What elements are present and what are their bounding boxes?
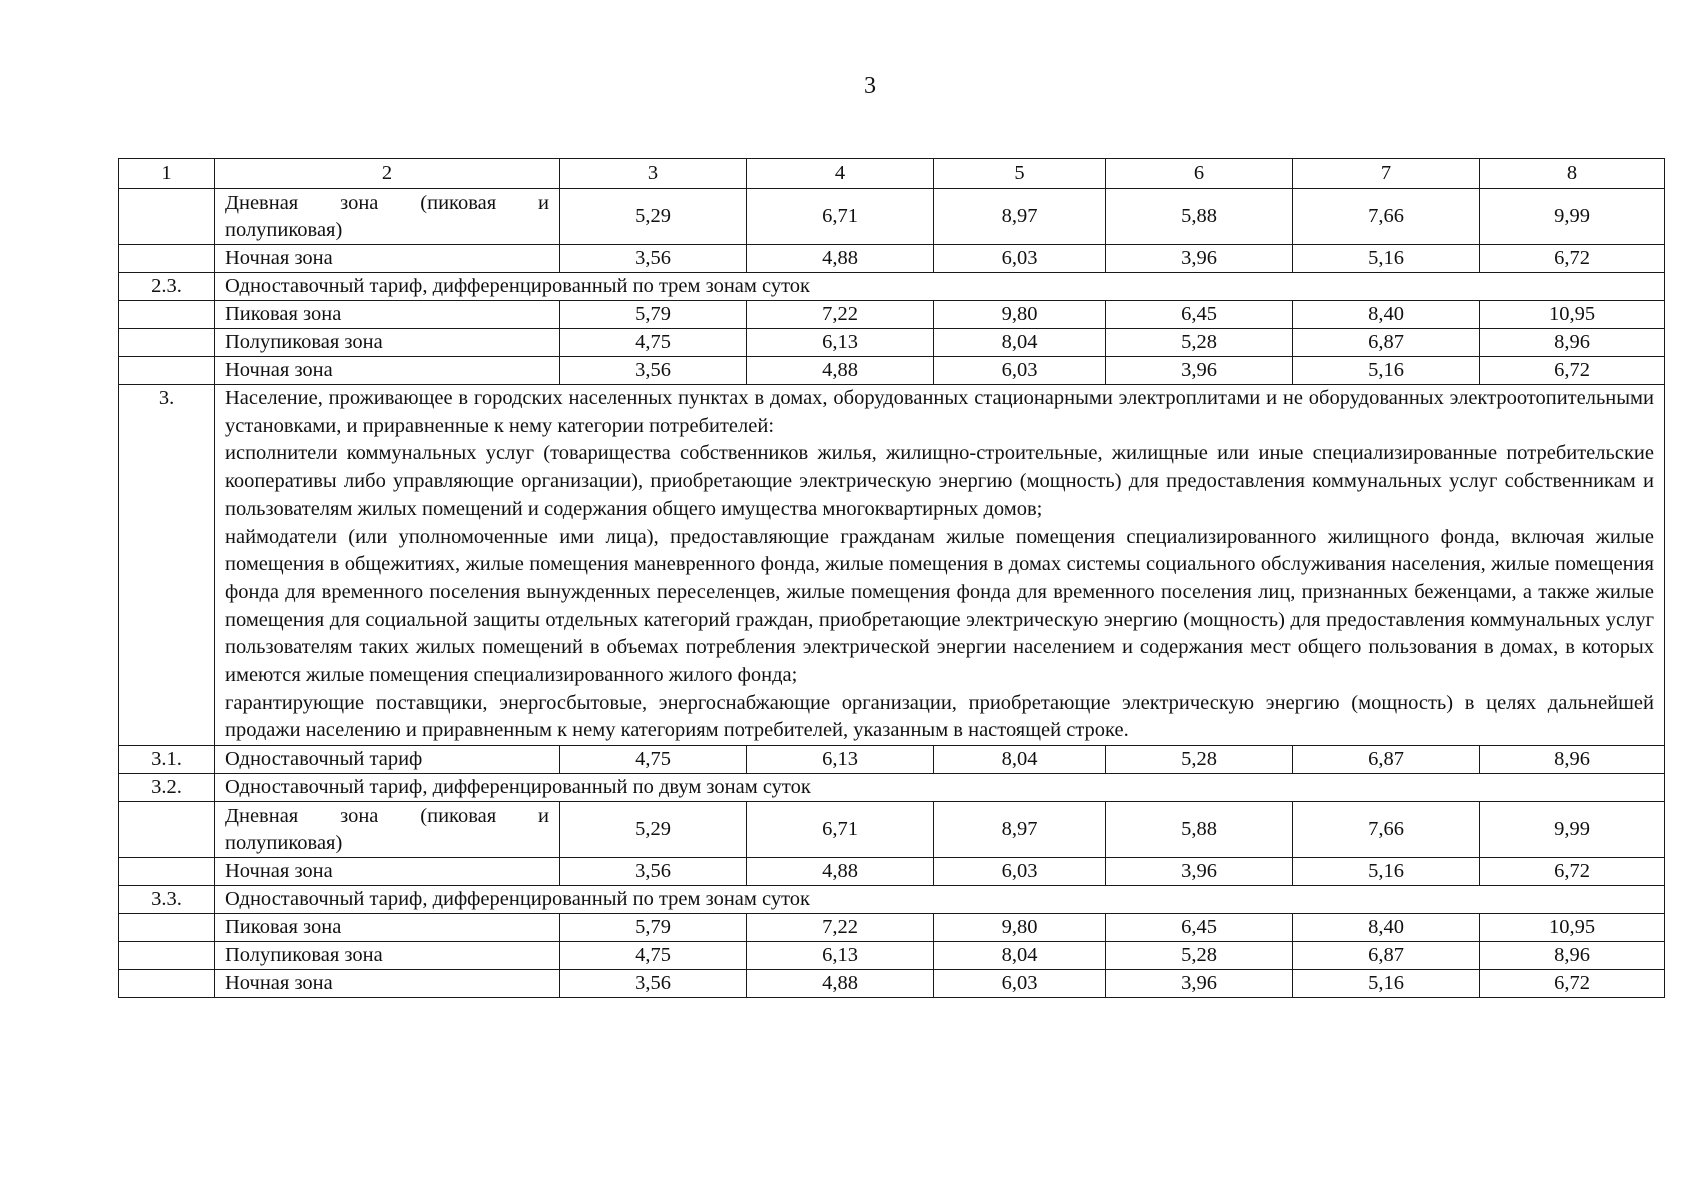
tariff-value: 6,45: [1106, 301, 1293, 329]
zone-label: Дневная зона (пиковая и полупиковая): [215, 802, 560, 858]
tariff-value: 10,95: [1480, 301, 1665, 329]
tariff-value: 4,75: [560, 329, 747, 357]
row-number: [119, 942, 215, 970]
row-number: [119, 301, 215, 329]
tariff-value: 6,71: [747, 189, 934, 245]
tariff-row: [119, 746, 1665, 774]
tariff-value: 4,88: [747, 245, 934, 273]
section-row: [119, 886, 1665, 914]
tariff-value: 5,28: [1106, 942, 1293, 970]
section-title: Одноставочный тариф, дифференцированный по двум зонам суток: [215, 774, 1665, 802]
tariff-value: 5,28: [1106, 329, 1293, 357]
tariff-value: 6,87: [1293, 942, 1480, 970]
tariff-value: 6,45: [1106, 914, 1293, 942]
column-number-6: 6: [1106, 159, 1293, 189]
tariff-value: 7,66: [1293, 189, 1480, 245]
tariff-value: 8,04: [934, 942, 1106, 970]
tariff-value: 5,16: [1293, 858, 1480, 886]
tariff-value: 4,88: [747, 357, 934, 385]
row-number: 2.3.: [119, 273, 215, 301]
tariff-value: 5,88: [1106, 189, 1293, 245]
tariff-value: 3,56: [560, 858, 747, 886]
zone-label: Полупиковая зона: [215, 329, 560, 357]
tariff-value: 6,03: [934, 245, 1106, 273]
tariff-value: 8,04: [934, 329, 1106, 357]
tariff-value: 6,13: [747, 329, 934, 357]
tariff-row: [119, 942, 1665, 970]
row-number: [119, 858, 215, 886]
column-number-8: 8: [1480, 159, 1665, 189]
row-number: 3.3.: [119, 886, 215, 914]
section-row: [119, 273, 1665, 301]
row-number: 3.2.: [119, 774, 215, 802]
tariff-value: 6,87: [1293, 329, 1480, 357]
tariff-value: 6,72: [1480, 970, 1665, 998]
tariff-value: 8,40: [1293, 301, 1480, 329]
zone-label: Дневная зона (пиковая и полупиковая): [215, 189, 560, 245]
tariff-value: 9,99: [1480, 802, 1665, 858]
row-number: 3.1.: [119, 746, 215, 774]
section-row: [119, 774, 1665, 802]
zone-label: Ночная зона: [215, 245, 560, 273]
zone-label: Пиковая зона: [215, 301, 560, 329]
tariff-value: 6,13: [747, 942, 934, 970]
tariff-value: 9,80: [934, 914, 1106, 942]
tariff-row: [119, 329, 1665, 357]
category-description-row: [119, 385, 1665, 746]
tariff-row: [119, 858, 1665, 886]
tariff-value: 4,88: [747, 858, 934, 886]
column-number-3: 3: [560, 159, 747, 189]
tariff-value: 5,16: [1293, 970, 1480, 998]
tariff-value: 4,75: [560, 942, 747, 970]
row-number: [119, 357, 215, 385]
tariff-value: 6,13: [747, 746, 934, 774]
page-number: 3: [864, 73, 876, 99]
tariff-row: [119, 301, 1665, 329]
column-number-4: 4: [747, 159, 934, 189]
tariff-value: 6,72: [1480, 245, 1665, 273]
zone-label: Пиковая зона: [215, 914, 560, 942]
tariff-value: 6,71: [747, 802, 934, 858]
tariff-value: 5,29: [560, 189, 747, 245]
tariff-row: [119, 914, 1665, 942]
tariff-value: 3,96: [1106, 858, 1293, 886]
tariff-value: 8,96: [1480, 329, 1665, 357]
tariff-value: 5,16: [1293, 357, 1480, 385]
zone-label: Ночная зона: [215, 357, 560, 385]
row-number: [119, 245, 215, 273]
tariff-value: 9,80: [934, 301, 1106, 329]
tariff-value: 6,03: [934, 970, 1106, 998]
column-number-2: 2: [215, 159, 560, 189]
column-number-7: 7: [1293, 159, 1480, 189]
tariff-value: 6,03: [934, 858, 1106, 886]
tariff-value: 6,72: [1480, 357, 1665, 385]
tariff-value: 3,56: [560, 970, 747, 998]
tariff-value: 5,79: [560, 301, 747, 329]
tariff-value: 3,96: [1106, 245, 1293, 273]
tariff-value: 7,22: [747, 914, 934, 942]
description-paragraph: гарантирующие поставщики, энергосбытовые, энергоснабжающие организации, приобретающие электрическую энергию (мощность) в целях дальнейшей продажи населению и приравненным к нему категориям потребителей, указанным в настоящей строке.: [225, 691, 1654, 742]
tariff-row: [119, 189, 1665, 245]
tariff-row: [119, 245, 1665, 273]
section-title: Одноставочный тариф, дифференцированный по трем зонам суток: [215, 886, 1665, 914]
tariff-value: 5,16: [1293, 245, 1480, 273]
tariff-value: 10,95: [1480, 914, 1665, 942]
column-number-row: [119, 159, 1665, 189]
zone-label: Полупиковая зона: [215, 942, 560, 970]
tariff-value: 3,56: [560, 245, 747, 273]
description-paragraph: исполнители коммунальных услуг (товарищества собственников жилья, жилищно-строительные, жилищные или иные специализированные потребительские кооперативы либо управляющие организации), приобретающие электрическую энергию (мощность) для предоставления коммунальных услуг собственникам и пользователям жилых помещений и содержания общего имущества многоквартирных домов;: [225, 442, 1654, 520]
tariff-row: [119, 970, 1665, 998]
tariff-value: 4,75: [560, 746, 747, 774]
tariff-value: 8,40: [1293, 914, 1480, 942]
table-body: [119, 159, 1665, 998]
tariff-row: [119, 802, 1665, 858]
tariff-value: 5,88: [1106, 802, 1293, 858]
tariff-value: 8,96: [1480, 746, 1665, 774]
section-title: Одноставочный тариф, дифференцированный по трем зонам суток: [215, 273, 1665, 301]
row-number: [119, 970, 215, 998]
zone-label: Ночная зона: [215, 858, 560, 886]
zone-label: Ночная зона: [215, 970, 560, 998]
tariff-value: 6,87: [1293, 746, 1480, 774]
row-number: [119, 189, 215, 245]
tariff-row: [119, 357, 1665, 385]
tariff-value: 3,56: [560, 357, 747, 385]
tariff-value: 5,79: [560, 914, 747, 942]
tariff-value: 8,97: [934, 189, 1106, 245]
tariff-value: 3,96: [1106, 970, 1293, 998]
tariff-value: 6,03: [934, 357, 1106, 385]
row-number: 3.: [119, 385, 215, 746]
tariff-value: 8,96: [1480, 942, 1665, 970]
row-number: [119, 802, 215, 858]
tariff-value: 4,88: [747, 970, 934, 998]
tariff-value: 8,04: [934, 746, 1106, 774]
tariff-table: [118, 158, 1665, 998]
description-paragraph: наймодатели (или уполномоченные ими лица), предоставляющие гражданам жилые помещения специализированного жилищного фонда, включая жилые помещения в общежитиях, жилые помещения маневренного фонда, жилые помещения в домах системы социального обслуживания населения, жилые помещения фонда для временного поселения вынужденных переселенцев, жилые помещения фонда для временного поселения лиц, признанных беженцами, а также жилые помещения для социальной защиты отдельных категорий граждан, приобретающие электрическую энергию (мощность) для предоставления коммунальных услуг пользователям таких жилых помещений в объемах потребления электрической энергии населением и содержания мест общего пользования в домах, в которых имеются жилые помещения специализированного жилого фонда;: [225, 525, 1654, 687]
category-description: [215, 385, 1665, 746]
tariff-value: 6,72: [1480, 858, 1665, 886]
tariff-value: 3,96: [1106, 357, 1293, 385]
zone-label: Одноставочный тариф: [215, 746, 560, 774]
tariff-value: 7,22: [747, 301, 934, 329]
tariff-value: 7,66: [1293, 802, 1480, 858]
row-number: [119, 329, 215, 357]
tariff-value: 5,28: [1106, 746, 1293, 774]
column-number-5: 5: [934, 159, 1106, 189]
description-paragraph: Население, проживающее в городских населенных пунктах в домах, оборудованных стационарными электроплитами и не оборудованных электроотопительными установками, и приравненные к нему категории потребителей:: [225, 387, 1654, 437]
column-number-1: 1: [119, 159, 215, 189]
row-number: [119, 914, 215, 942]
tariff-value: 5,29: [560, 802, 747, 858]
tariff-value: 9,99: [1480, 189, 1665, 245]
tariff-value: 8,97: [934, 802, 1106, 858]
